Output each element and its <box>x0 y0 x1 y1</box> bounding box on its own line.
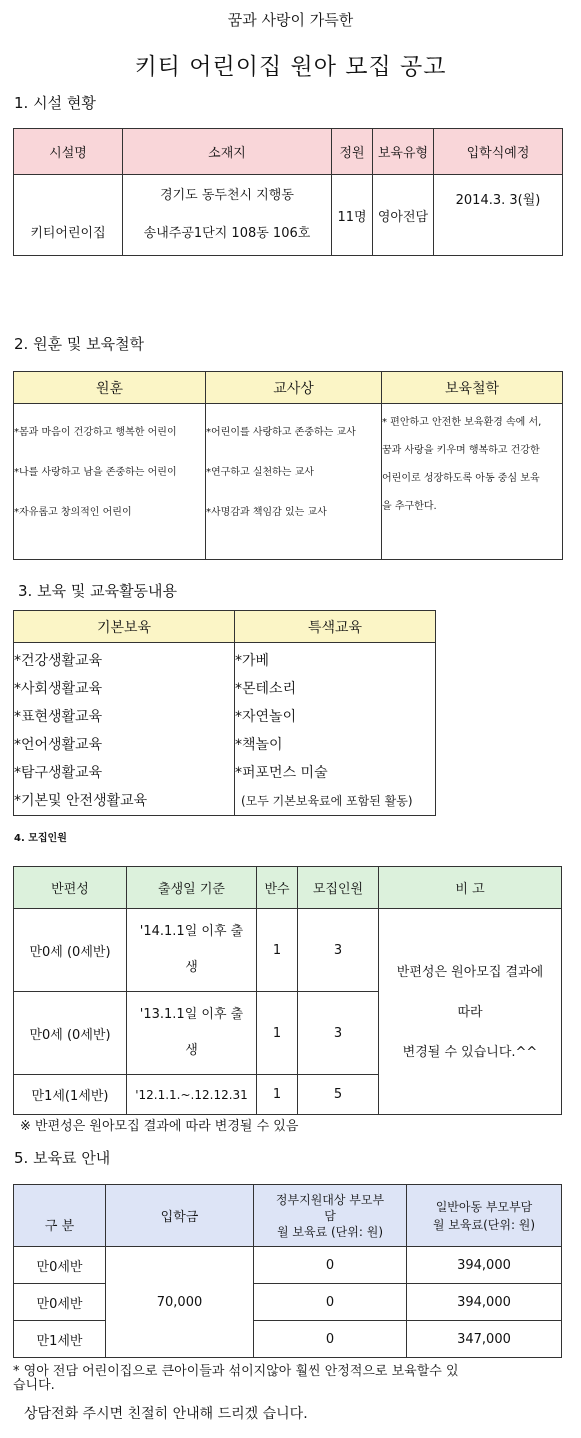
header-care-type: 보육유형 <box>373 129 434 175</box>
header-birth-criteria: 출생일 기준 <box>127 867 257 909</box>
facility-capacity: 11명 <box>332 175 373 256</box>
gov-fee: 0 <box>254 1321 407 1358</box>
entrance-date: 2014.3. 3(월) <box>434 175 563 256</box>
motto-item: *나를 사랑하고 남을 존중하는 어린이 <box>14 467 177 478</box>
facility-table <box>13 128 563 256</box>
class-count: 1 <box>257 1075 298 1115</box>
section-4-heading: 4. 모집인원 <box>14 833 67 844</box>
basic-care-item: *탐구생활교육 <box>14 765 103 781</box>
birth-criteria <box>127 992 257 1075</box>
header-care-philosophy: 보육철학 <box>382 372 563 404</box>
facility-care-type: 영아전담 <box>373 175 434 256</box>
page-title: 키티 어린이집 원아 모집 공고 <box>134 54 447 80</box>
motto-item: *몸과 마음이 건강하고 행복한 어린이 <box>14 427 177 438</box>
header-category: 구 분 <box>14 1185 106 1247</box>
section-3-heading: 3. 보육 및 교육활동내용 <box>18 582 178 600</box>
header-capacity: 정원 <box>332 129 373 175</box>
recruit-count: 3 <box>298 992 379 1075</box>
header-remarks: 비 고 <box>379 867 562 909</box>
philosophy-line: * 편안하고 안전한 보육환경 속에 서, <box>382 417 542 428</box>
header-class: 반편성 <box>14 867 127 909</box>
general-header-line-2: 월 보육료(단위: 원) <box>432 1217 536 1232</box>
header-facility-name: 시설명 <box>14 129 123 175</box>
facility-address <box>123 175 332 256</box>
fee-footnote <box>13 1365 569 1393</box>
birth-criteria <box>127 909 257 992</box>
basic-care-list <box>14 643 235 816</box>
class-count: 1 <box>257 992 298 1075</box>
class-name: 만0세 (0세반) <box>14 909 127 992</box>
entrance-fee: 70,000 <box>106 1247 254 1358</box>
teacher-item: *사명감과 책임감 있는 교사 <box>206 507 327 518</box>
philosophy-line: 꿈과 사랑을 키우며 행복하고 건강한 <box>382 445 540 456</box>
table-row <box>14 1247 562 1284</box>
special-item: *퍼포먼스 미술 <box>235 765 328 781</box>
teacher-item: *연구하고 실천하는 교사 <box>206 467 314 478</box>
address-line-2: 송내주공1단지 108동 106호 <box>143 226 311 241</box>
teacher-ideal-list <box>206 404 382 560</box>
gov-fee: 0 <box>254 1284 407 1321</box>
section-5-heading: 5. 보육료 안내 <box>14 1149 111 1167</box>
class-note: ※ 반편성은 원아모집 결과에 따라 변경될 수 있음 <box>20 1119 299 1134</box>
gov-header-line-3: 월 보육료 (단위: 원) <box>277 1224 383 1239</box>
general-fee: 347,000 <box>407 1321 562 1358</box>
footnote-line-2: 습니다. <box>13 1378 55 1393</box>
fee-class: 만0세반 <box>14 1247 106 1284</box>
header-special-education: 특색교육 <box>235 611 436 643</box>
basic-care-item: *표현생활교육 <box>14 709 103 725</box>
header-general-fee <box>407 1185 562 1247</box>
remark-line-1: 반편성은 원아모집 결과에 <box>396 965 544 980</box>
special-item: *책놀이 <box>235 737 283 753</box>
recruit-count: 3 <box>298 909 379 992</box>
care-philosophy-text <box>382 404 563 560</box>
special-item: *가베 <box>235 653 270 669</box>
header-class-count: 반수 <box>257 867 298 909</box>
special-education-list <box>235 643 436 816</box>
table-row <box>14 1284 562 1321</box>
header-entrance-fee: 입학금 <box>106 1185 254 1247</box>
activities-table <box>13 610 436 816</box>
section-1-heading: 1. 시설 현황 <box>14 94 96 112</box>
basic-care-item: *언어생활교육 <box>14 737 103 753</box>
remark-line-3: 변경될 수 있습니다.^^ <box>402 1045 538 1060</box>
facility-name: 키티어린이집 <box>14 175 123 256</box>
page-subtitle: 꿈과 사랑이 가득한 <box>227 11 354 29</box>
birth-line-1: '13.1.1일 이후 출 <box>139 1007 244 1022</box>
basic-care-item: *사회생활교육 <box>14 681 103 697</box>
gov-header-line-1: 정부지원대상 부모부 <box>275 1192 385 1207</box>
class-count: 1 <box>257 909 298 992</box>
remarks <box>379 909 562 1115</box>
header-basic-care: 기본보육 <box>14 611 235 643</box>
fee-class: 만1세반 <box>14 1321 106 1358</box>
table-row <box>14 1321 562 1358</box>
birth-line-2: 생 <box>185 960 198 975</box>
header-entrance-date: 입학식예정 <box>434 129 563 175</box>
fee-table <box>13 1184 562 1358</box>
philosophy-table <box>13 371 563 560</box>
birth-line-1: '14.1.1일 이후 출 <box>139 924 244 939</box>
gov-fee: 0 <box>254 1247 407 1284</box>
special-item: *몬테소리 <box>235 681 297 697</box>
birth-criteria: '12.1.1.~.12.12.31 <box>127 1075 257 1115</box>
motto-list <box>14 404 206 560</box>
footnote-line-1: * 영아 전담 어린이집으로 큰아이들과 섞이지않아 훨씬 안정적으로 보육할수 있 <box>13 1364 459 1379</box>
header-recruit-count: 모집인원 <box>298 867 379 909</box>
header-teacher-ideal: 교사상 <box>206 372 382 404</box>
teacher-item: *어린이를 사랑하고 존중하는 교사 <box>206 427 356 438</box>
remark-line-2: 따라 <box>457 1005 483 1020</box>
general-fee: 394,000 <box>407 1284 562 1321</box>
recruitment-table <box>13 866 562 1115</box>
contact-notice: 상담전화 주시면 친절히 안내해 드리겠 습니다. <box>24 1406 308 1422</box>
basic-care-item: *기본및 안전생활교육 <box>14 793 148 809</box>
table-row <box>14 909 562 992</box>
address-line-1: 경기도 동두천시 지행동 <box>160 188 294 203</box>
header-gov-support-fee <box>254 1185 407 1247</box>
motto-item: *자유롭고 창의적인 어린이 <box>14 507 132 518</box>
header-location: 소재지 <box>123 129 332 175</box>
header-motto: 원훈 <box>14 372 206 404</box>
gov-header-line-2: 담 <box>324 1208 336 1223</box>
philosophy-line: 을 추구한다. <box>382 501 437 512</box>
special-item: *자연놀이 <box>235 709 297 725</box>
basic-care-item: *건강생활교육 <box>14 653 103 669</box>
recruit-count: 5 <box>298 1075 379 1115</box>
general-fee: 394,000 <box>407 1247 562 1284</box>
special-item-note: (모두 기본보육료에 포함된 활동) <box>241 794 413 808</box>
birth-line-2: 생 <box>185 1043 198 1058</box>
section-2-heading: 2. 원훈 및 보육철학 <box>14 335 145 353</box>
general-header-line-1: 일반아동 부모부담 <box>435 1199 533 1214</box>
philosophy-line: 어린이로 성장하도록 아동 중심 보육 <box>382 473 540 484</box>
class-name: 만1세(1세반) <box>14 1075 127 1115</box>
class-name: 만0세 (0세반) <box>14 992 127 1075</box>
fee-class: 만0세반 <box>14 1284 106 1321</box>
